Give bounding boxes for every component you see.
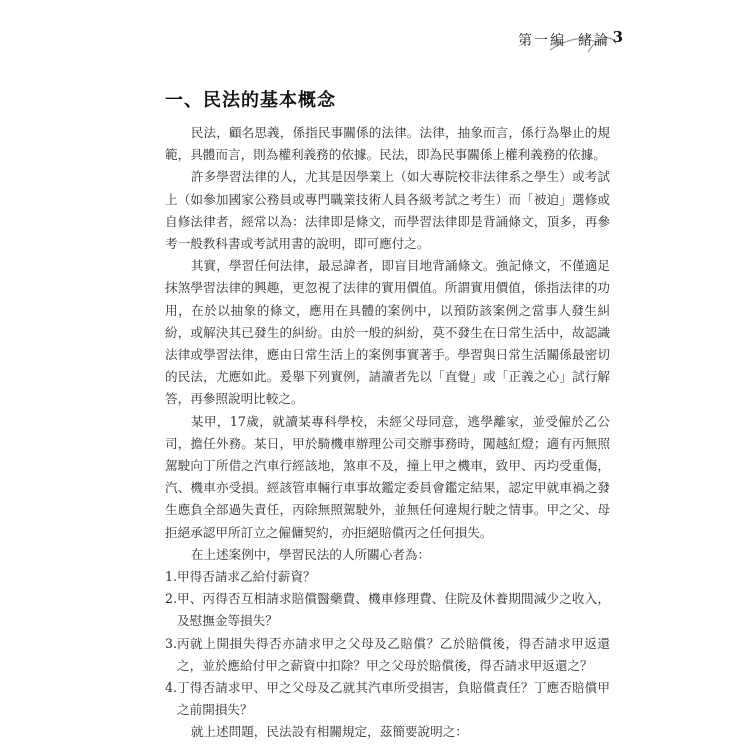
closing-line: 就上述問題，民法設有相關規定，茲簡要說明之： — [190, 724, 468, 740]
list-item — [165, 677, 610, 721]
paragraph-definition: 民法，顧名思義，係指民事關係的法律。法律，抽象而言，係行為舉止的規範，具體而言，則為權利義務的依據。民法，即為民事關係上權利義務的依據。 — [165, 125, 610, 163]
question-intro: 在上述案例中，學習民法的人所關心者為： — [190, 546, 431, 562]
body-text — [165, 122, 610, 744]
question-text: 丁得否請求甲、甲之父母及乙就其汽車所受損害，負賠償責任？丁應否賠償甲之前開損失？ — [177, 680, 610, 718]
section-heading: 一、民法的基本概念 — [165, 90, 336, 111]
question-number: 3. — [165, 635, 178, 651]
question-list — [165, 566, 610, 721]
list-item — [165, 566, 610, 588]
list-item — [165, 633, 610, 677]
running-header — [518, 30, 610, 50]
question-number: 4. — [165, 680, 178, 696]
question-number: 1. — [165, 569, 178, 585]
header-chapter: 第一編 — [518, 33, 566, 49]
header-title: 緒論 — [578, 33, 610, 49]
question-text: 甲得否請求乙給付薪資？ — [177, 569, 316, 585]
paragraph-case: 某甲，17歲，就讀某專科學校，未經父母同意，逃學離家，並受僱於乙公司，擔任外務。某日，甲於騎機車辦理公司交辦事務時，闖越紅燈；適有丙無照駕駛向丁所借之汽車行經該地，煞車不及，撞上甲之機車，致甲、丙均受重傷，汽、機車亦受損。經該管車輛行車事故鑑定委員會鑑定結果，認定甲就車禍之發生應負全部過失責任，丙除無照駕駛外，並無任何違規行駛之情事。甲之父、母拒絕承認甲所訂立之僱傭契約，亦拒絕賠償丙之任何損失。 — [165, 413, 610, 540]
paragraph-practical-value: 其實，學習任何法律，最忌諱者，即盲目地背誦條文。強記條文，不僅適足抹煞學習法律的興趣，更忽視了法律的實用價值。所謂實用價值，係指法律的功用，在於以抽象的條文，應用在具體的案例中，以預防該案例之當事人發生糾紛，或解決其已發生的糾紛。由於一般的糾紛，莫不發生在日常生活中，故認識法律或學習法律，應由日常生活上的案例事實著手。學習與日常生活關係最密切的民法，尤應如此。爰舉下列實例，請讀者先以「直覺」或「正義之心」試行解答，再參照說明比較之。 — [165, 258, 610, 407]
question-text: 丙就上開損失得否亦請求甲之父母及乙賠償？乙於賠償後，得否請求甲返還之，並於應給付甲之薪資中扣除？甲之父母於賠償後，得否請求甲返還之？ — [177, 635, 610, 673]
page-number: 3 — [612, 28, 623, 46]
paragraph-misconception: 許多學習法律的人，尤其是因學業上（如大專院校非法律系之學生）或考試上（如參加國家公務員或專門職業技術人員各級考試之考生）而「被迫」選修或自修法律者，經常以為：法律即是條文，而學習法律即是背誦條文，頂多，再參考一般教科書或考試用書的說明，即可應付之。 — [165, 169, 610, 252]
question-number: 2. — [165, 591, 178, 607]
question-text: 甲、丙得否互相請求賠償醫藥費、機車修理費、住院及休養期間減少之收入，及慰撫金等損失？ — [177, 591, 610, 629]
list-item — [165, 588, 610, 632]
